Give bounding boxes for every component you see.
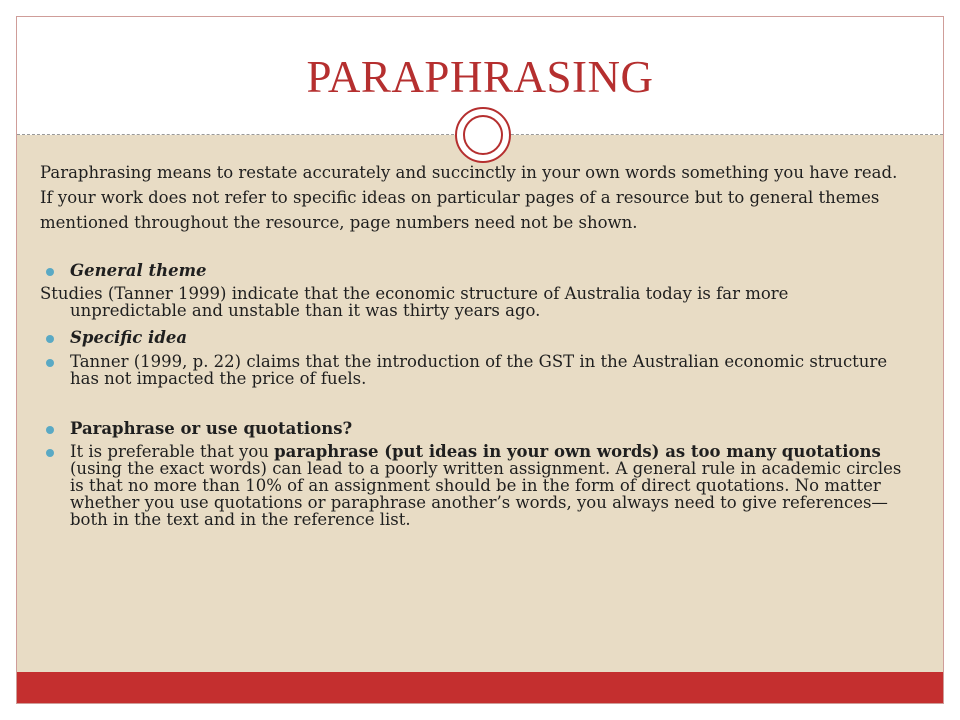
- bullet-final-paragraph: [70, 443, 902, 528]
- bullet-specific-idea-text: [70, 353, 890, 387]
- bullet-general-theme: [70, 262, 890, 279]
- general-theme-heading: General theme: [70, 261, 207, 280]
- intro-paragraph: Paraphrasing means to restate accurately and succinctly in your own words something you have read. If your work does not refer to specific ideas on particular pages of a resource but to general themes mentioned throughout the resource, page numbers need not be shown.: [40, 163, 898, 232]
- general-theme-text: Studies (Tanner 1999) indicate that the economic structure of Australia today is far more unpredictable and unstable than it was thirty years ago.: [40, 284, 789, 320]
- circle-ornament-icon: [455, 107, 511, 163]
- question-heading: Paraphrase or use quotations?: [70, 419, 353, 438]
- specific-idea-heading: Specific idea: [70, 328, 188, 347]
- circle-ornament-inner: [463, 115, 503, 155]
- bullet-question: [70, 420, 890, 437]
- final-paragraph-part1: It is preferable that you: [70, 442, 275, 461]
- final-paragraph-bold: paraphrase (put ideas in your own words) as too many quotations: [274, 442, 881, 461]
- final-paragraph-part2: (using the exact words) can lead to a poorly written assignment. A general rule in academic circles is that no more than 10% of an assignment should be in the form of direct quotations. No matter whether you use quotations or paraphrase another’s words, you always need to give references—both in the text and in the reference list.: [70, 459, 902, 529]
- slide-title: PARAPHRASING: [306, 52, 654, 102]
- bullet-specific-idea: [70, 329, 890, 346]
- specific-idea-text: Tanner (1999, p. 22) claims that the introduction of the GST in the Australian economic structure has not impacted the price of fuels.: [70, 352, 888, 388]
- footer-band: [17, 672, 943, 703]
